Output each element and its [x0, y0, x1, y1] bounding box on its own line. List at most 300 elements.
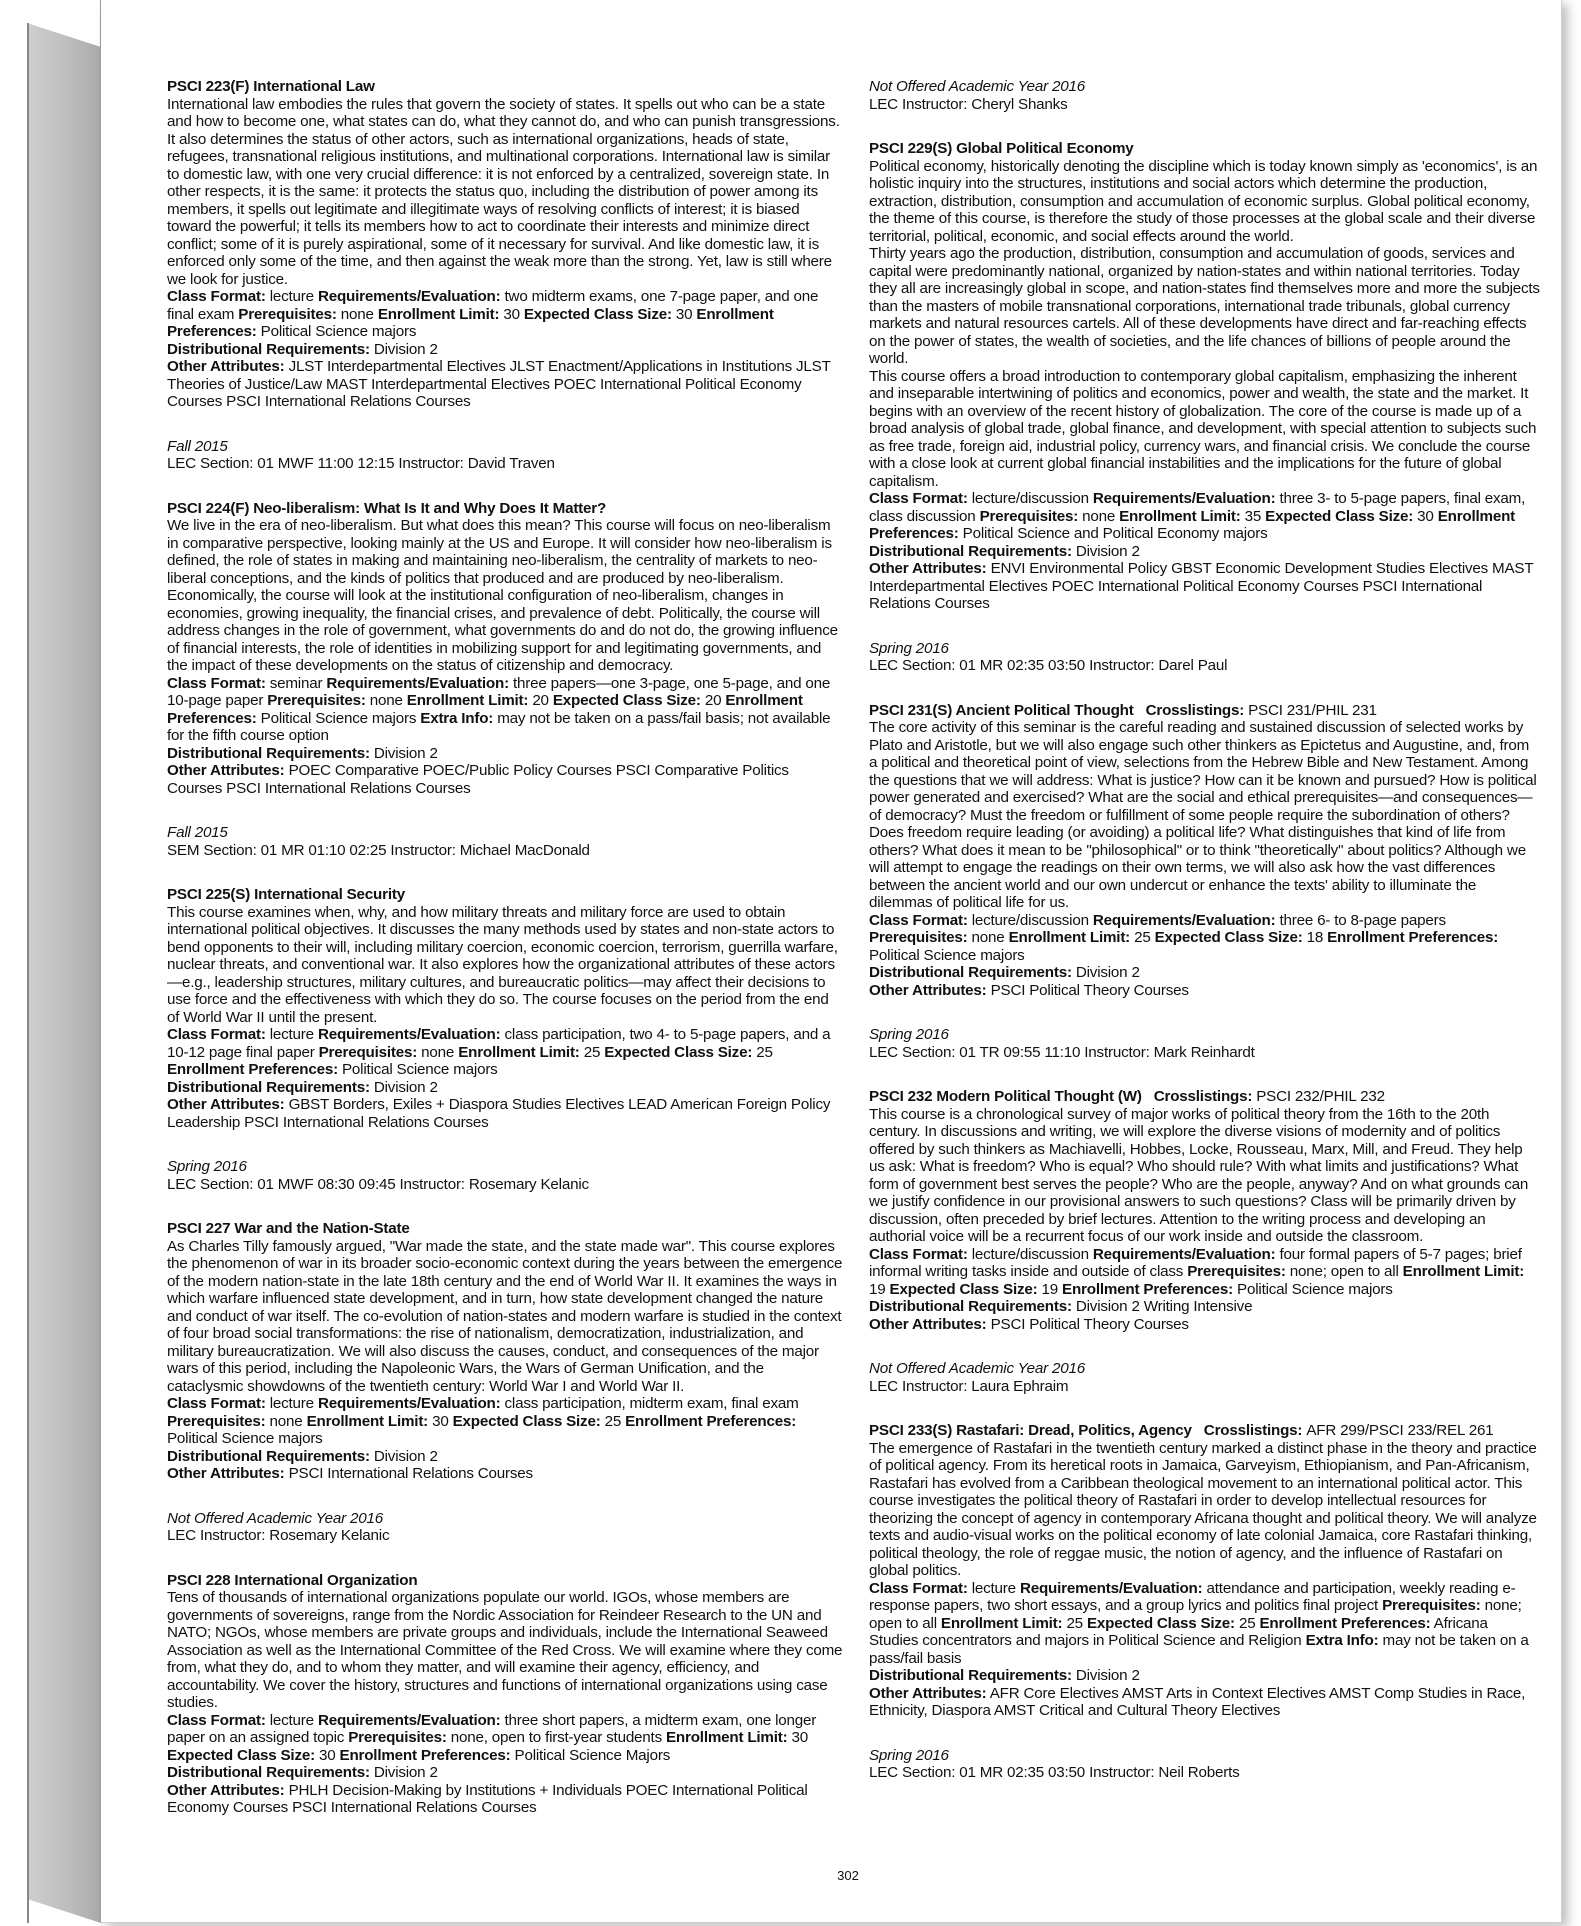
course-entry — [167, 500, 843, 798]
course-description: The core activity of this seminar is the careful reading and sustained discussion of selected works by Plato and Aristotle, but we will also engage such other thinkers as Epictetus and Augustine, and, from a political and theoretical point of view, selections from the Hebrew Bible and New Testament. Among the questions that we will address: What is justice? How can it be known and pursued? How is political power generated and exercised? What are the social and ethical prerequisites—and consequences—of democracy? Must the freedom or fulfillment of some people require the subordination of others? Does freedom require leading (or avoiding) a political life? What distinguishes that kind of life from others? What does it mean to be "philosophical" or to think "theoretically" about politics? Although we will attempt to engage the readings on their own terms, we will also ask how the vast differences between the ancient world and our own undercut or enhance the texts' ability to illuminate the dilemmas of political life for us. — [869, 719, 1537, 911]
course-details — [869, 1246, 1541, 1299]
other-attributes-label: Other Attributes: — [167, 1465, 285, 1482]
attributes-line — [869, 982, 1541, 1000]
prerequisites-value: none — [971, 929, 1005, 946]
section-info: SEM Section: 01 MR 01:10 02:25 Instructor: Michael MacDonald — [167, 841, 590, 859]
course-entry — [869, 1088, 1541, 1333]
course-title-text: PSCI 225(S) International Security — [167, 886, 405, 903]
requirements-value: three 6- to 8-page papers — [1279, 911, 1446, 929]
course-title-text: PSCI 229(S) Global Political Economy — [869, 140, 1134, 157]
attributes-line — [167, 1096, 843, 1131]
other-attributes — [869, 560, 1533, 612]
enrollment-preferences-label: Enrollment Preferences: — [1259, 1614, 1431, 1632]
distributional-requirements-label: Distributional Requirements: — [869, 1667, 1072, 1684]
enrollment-limit — [666, 1729, 808, 1746]
prerequisites — [238, 306, 378, 323]
section-info: LEC Section: 01 MR 02:35 03:50 Instructor: Neil Roberts — [869, 1764, 1240, 1781]
other-attributes-value: PSCI Political Theory Courses — [990, 981, 1189, 999]
prerequisites-value: none — [421, 1043, 455, 1061]
expected-class-size — [1155, 929, 1328, 946]
enrollment-limit-label: Enrollment Limit: — [458, 1043, 580, 1061]
prerequisites-value: none — [340, 305, 374, 323]
writing-intensive: Writing Intensive — [1143, 1298, 1253, 1315]
course-description: The emergence of Rastafari in the twentieth century marked a distinct phase in the theory and practice of political agency. From its heretical roots in Jamaica, Garveyism, Ethiopianism, and Pan-Africanism, Rastafari has evolved from a Caribbean theological movement to an international political actor. This course investigates the political theory of Rastafari in order to develop intellectual resources for theorizing the concept of agency in contemporary Africana thought and political theory. We will analyze texts and audio-visual works on the political economy of late colonial Jamaica, core Rastafari thinking, political theology, the role of reggae music, the notion of agency, and the influence of Rastafari on global politics. — [869, 1439, 1537, 1579]
distributional-requirements — [869, 964, 1140, 981]
expected-class-size — [524, 306, 697, 323]
class-format-label: Class Format: — [869, 1245, 968, 1263]
page-stack-outline — [27, 23, 29, 1923]
enrollment-limit-value: 30 — [503, 305, 520, 323]
prerequisites-label: Prerequisites: — [267, 692, 366, 709]
enrollment-preferences-value: Political Science majors — [167, 1430, 323, 1447]
distributional-requirements-value: Division 2 — [1075, 964, 1140, 981]
course-description: Tens of thousands of international organizations populate our world. IGOs, whose members are governments of sovereigns, range from the Nordic Association for Reindeer Research to the UN and NATO; NGOs, whose members are private groups and individuals, include the International Seaweed Association as well as the International Committee of the Red Cross. We will examine where they come from, what they do, and to whom they matter, and will examine their agency, efficiency, and accountability. We cover the history, structures and functions of international organizations using case studies. — [167, 1589, 843, 1711]
distributional-requirements-label: Distributional Requirements: — [869, 542, 1072, 560]
class-format — [167, 1712, 318, 1729]
distributional-requirements-value: Division 2 — [373, 1078, 438, 1096]
distributional-requirements-label: Distributional Requirements: — [167, 1764, 370, 1781]
class-format-label: Class Format: — [869, 911, 968, 929]
extra-info-label: Extra Info: — [420, 709, 494, 727]
section-schedule — [167, 1510, 843, 1545]
expected-class-size-value: 30 — [1417, 507, 1434, 525]
enrollment-preferences-value: Political Science Majors — [514, 1746, 671, 1764]
expected-class-size — [167, 1747, 340, 1764]
expected-class-size-label: Expected Class Size: — [1086, 1614, 1235, 1632]
enrollment-limit-label: Enrollment Limit: — [1402, 1263, 1525, 1280]
class-format — [167, 1395, 318, 1412]
expected-class-size-value: 25 — [1238, 1614, 1256, 1632]
distributional-line — [869, 1298, 1541, 1316]
enrollment-preferences-value: Political Science majors — [869, 946, 1025, 964]
term-label: Spring 2016 — [869, 639, 949, 657]
course-entry — [167, 78, 843, 411]
distributional-requirements — [869, 1667, 1140, 1684]
enrollment-limit-value: 30 — [432, 1412, 449, 1430]
term-label: Spring 2016 — [167, 1158, 247, 1175]
section-info: LEC Instructor: Rosemary Kelanic — [167, 1527, 390, 1544]
course-title — [167, 886, 843, 904]
course-description: We live in the era of neo-liberalism. But what does this mean? This course will focus on neo-liberalism in comparative perspective, looking mainly at the US and Europe. It will consider how neo-liberalism is defined, the role of states in making and maintaining neo-liberalism, the centrality of markets to neo-liberal conceptions, and the kinds of politics that produced and are produced by neo-liberalism. Economically, the course will look at the institutional configuration of neo-liberalism, changes in economies, growing inequality, the financial crises, and prevalence of debt. Politically, the course will address changes in the role of government, what governments do and do not do, the growing influence of financial interests, the role of identities in mobilizing support for and legitimating governments, and the impact of these developments on the status of citizenship and democracy. — [167, 517, 838, 674]
enrollment-limit-value: 30 — [791, 1729, 809, 1746]
enrollment-limit — [378, 306, 524, 323]
distributional-requirements-value: Division 2 — [1075, 542, 1140, 560]
expected-class-size-value: 30 — [318, 1746, 336, 1764]
other-attributes-label: Other Attributes: — [167, 1781, 285, 1799]
enrollment-limit-value: 25 — [583, 1043, 601, 1061]
distributional-line — [167, 341, 843, 359]
course-description: As Charles Tilly famously argued, "War made the state, and the state made war". This course explores the phenomenon of war in its broader socio-economic context during the years between the emergence of the modern nation-state in the late 18th century and the end of World War II. It examines the ways in which warfare influenced state development, and in turn, how state development changed the nature and conduct of war itself. The co-evolution of nation-states and modern warfare is studied in the context of four broad social transformations: the rise of nationalism, democratization, industrialization, and military bureaucratization. We will also discuss the causes, conduct, and consequences of the major wars of this period, including the Napoleonic Wars, the Wars of German Unification, and the cataclysmic showdowns of the twentieth century: World War I and World War II. — [167, 1237, 843, 1395]
distributional-requirements — [869, 543, 1140, 560]
expected-class-size — [553, 692, 726, 709]
other-attributes-label: Other Attributes: — [869, 1315, 987, 1333]
course-description: This course examines when, why, and how military threats and military force are used to obtain international political objectives. It discusses the many methods used by states and non-state actors to bend opponents to their will, including military coercion, economic coercion, terrorism, guerrilla warfare, nuclear threats, and conventional war. It also explores how the organizational attributes of these actors—e.g., leadership structures, military cultures, and bureaucratic politics—may affect their decisions to use force and the effectiveness with which they do so. The course focuses on the period from the end of World War II until the present. — [167, 903, 838, 1026]
course-title-text: PSCI 233(S) Rastafari: Dread, Politics, Agency — [869, 1422, 1192, 1439]
course-title — [167, 1220, 843, 1238]
class-format-label: Class Format: — [167, 1395, 266, 1412]
class-format-value: lecture — [269, 1026, 314, 1043]
course-title — [869, 702, 1541, 720]
class-format-label: Class Format: — [167, 674, 266, 692]
prerequisites — [267, 692, 407, 709]
enrollment-preferences-label: Enrollment Preferences: — [167, 1061, 338, 1078]
enrollment-limit-value: 25 — [1066, 1614, 1083, 1632]
course-details — [167, 1395, 843, 1448]
distributional-requirements-value: Division 2 — [373, 340, 438, 358]
distributional-requirements — [167, 341, 438, 358]
expected-class-size-value: 25 — [604, 1412, 622, 1430]
distributional-requirements-label: Distributional Requirements: — [167, 340, 370, 358]
prerequisites — [1187, 1263, 1402, 1280]
extra-info-label: Extra Info: — [1305, 1632, 1379, 1649]
prerequisites — [319, 1044, 459, 1061]
distributional-requirements-label: Distributional Requirements: — [869, 964, 1072, 981]
expected-class-size — [604, 1044, 772, 1061]
enrollment-limit-label: Enrollment Limit: — [306, 1412, 429, 1430]
distributional-requirements — [869, 1298, 1144, 1315]
term-label: Not Offered Academic Year 2016 — [869, 1360, 1086, 1377]
right-column — [869, 78, 1541, 1809]
other-attributes-label: Other Attributes: — [167, 358, 285, 375]
prerequisites-label: Prerequisites: — [979, 507, 1079, 525]
distributional-requirements-value: Division 2 — [373, 744, 438, 762]
enrollment-limit-label: Enrollment Limit: — [1008, 929, 1131, 946]
requirements-value: three short papers, a midterm exam, one longer paper on an assigned topic — [167, 1711, 817, 1746]
enrollment-limit — [1119, 508, 1265, 525]
other-attributes — [167, 762, 789, 797]
attributes-line — [167, 1465, 843, 1483]
other-attributes — [869, 1685, 1525, 1720]
section-schedule — [869, 640, 1541, 675]
prerequisites — [980, 508, 1120, 525]
enrollment-limit-label: Enrollment Limit: — [406, 692, 529, 709]
requirements-label: Requirements/Evaluation: — [1092, 911, 1276, 929]
enrollment-limit — [458, 1044, 604, 1061]
enrollment-preferences-label: Enrollment Preferences: — [339, 1746, 511, 1764]
other-attributes-value: AFR Core Electives AMST Arts in Context Electives AMST Comp Studies in Race, Ethnicity, Diaspora AMST Critical and Cultural Theory Electives — [869, 1684, 1526, 1719]
section-schedule — [869, 1747, 1541, 1782]
distributional-requirements-value: Division 2 — [373, 1447, 438, 1465]
extra-info-value: may not be taken on a pass/fail basis — [869, 1632, 1529, 1667]
course-details — [869, 1580, 1541, 1668]
section-schedule — [167, 438, 843, 473]
other-attributes-value: PSCI Political Theory Courses — [990, 1315, 1189, 1333]
enrollment-limit-label: Enrollment Limit: — [940, 1614, 1063, 1632]
class-format — [869, 1580, 1020, 1597]
prerequisites — [167, 1413, 307, 1430]
term-label: Spring 2016 — [869, 1026, 949, 1043]
expected-class-size-value: 20 — [704, 692, 722, 709]
prerequisites-value: none, open to first-year students — [450, 1729, 662, 1746]
class-format-value: lecture/discussion — [971, 911, 1089, 929]
distributional-requirements — [167, 1448, 438, 1465]
course-title — [869, 140, 1541, 158]
crosslistings-value: PSCI 232/PHIL 232 — [1256, 1088, 1385, 1105]
distributional-line — [167, 1764, 843, 1782]
enrollment-limit — [407, 692, 553, 709]
enrollment-limit-label: Enrollment Limit: — [377, 305, 500, 323]
enrollment-preferences-label: Enrollment Preferences: — [167, 305, 774, 340]
requirements-value: attendance and participation, weekly reading e-response papers, two short essays, and a group lyrics and politics final project — [869, 1579, 1516, 1614]
enrollment-limit-value: 25 — [1134, 929, 1151, 946]
other-attributes — [869, 1316, 1189, 1333]
requirements-value: three 3- to 5-page papers, final exam, class discussion — [869, 490, 1526, 525]
distributional-requirements — [167, 1079, 438, 1096]
requirements-label: Requirements/Evaluation: — [1092, 490, 1276, 507]
class-format — [869, 912, 1093, 929]
requirements-label: Requirements/Evaluation: — [1019, 1579, 1203, 1597]
term-label: Spring 2016 — [869, 1746, 949, 1764]
section-schedule — [869, 1360, 1541, 1395]
course-entry — [869, 140, 1541, 613]
requirements-label: Requirements/Evaluation: — [317, 1711, 501, 1729]
enrollment-preferences-value: Political Science majors — [342, 1061, 498, 1078]
enrollment-limit — [941, 1615, 1087, 1632]
requirements-label: Requirements/Evaluation: — [317, 1395, 501, 1412]
term-label: Not Offered Academic Year 2016 — [167, 1509, 384, 1527]
crosslistings-label: Crosslistings: — [1145, 701, 1245, 719]
requirements-value: three papers—one 3-page, one 5-page, and one 10-page paper — [167, 674, 831, 709]
class-format-value: lecture — [269, 1711, 314, 1729]
course-title-text: PSCI 232 Modern Political Thought (W) — [869, 1088, 1142, 1105]
requirements-value: class participation, two 4- to 5-page papers, and a 10-12 page final paper — [167, 1026, 831, 1061]
course-title-text: PSCI 228 International Organization — [167, 1571, 418, 1589]
left-column — [167, 78, 843, 1844]
expected-class-size-label: Expected Class Size: — [167, 1746, 315, 1764]
crosslistings-value: AFR 299/PSCI 233/REL 261 — [1306, 1422, 1494, 1439]
attributes-line — [167, 762, 843, 797]
enrollment-limit-value: 20 — [532, 692, 549, 709]
section-info: LEC Section: 01 MR 02:35 03:50 Instructor: Darel Paul — [869, 657, 1228, 674]
expected-class-size-label: Expected Class Size: — [452, 1412, 601, 1430]
expected-class-size — [1265, 508, 1438, 525]
other-attributes-label: Other Attributes: — [869, 560, 987, 577]
page-stack-edge — [27, 23, 101, 1923]
prerequisites-label: Prerequisites: — [869, 929, 968, 946]
course-description: International law embodies the rules that govern the society of states. It spells out who can be a state and how to become one, what states can do, what they cannot do, and who can punish transgressions. It also determines the status of other actors, such as international organizations, heads of state, refugees, transnational religious institutions, and multinational corporations. International law is similar to domestic law, with one very crucial difference: it is not enforced by a centralized, sovereign state. In other respects, it is the same: it protects the status quo, including the distribution of power among its members, it spells out legitimate and illegitimate ways of resolving conflicts of interest; it is biased toward the powerful; it tells its members how to act to coordinate their interests and minimize direct conflict; some of it is purely aspirational, some of it necessary for survival. And like domestic law, it is enforced only some of the time, and then against the weak more than the strong. Yet, law is still where we look for justice. — [167, 95, 840, 288]
other-attributes — [167, 358, 830, 410]
other-attributes-label: Other Attributes: — [167, 1096, 285, 1113]
course-description: This course is a chronological survey of major works of political theory from the 16th to the 20th century. In discussions and writing, we will explore the diverse visions of modernity and of politics offered by such thinkers as Machiavelli, Hobbes, Locke, Rousseau, Marx, Mill, and Freud. They help us ask: What is freedom? Who is equal? Who should rule? With what limits and justifications? What form of government best serves the people? Who are the people, anyway? And on what grounds can we justify confidence in our provisional answers to such questions? Class will be primarily driven by discussion, often preceded by brief lectures. Attention to the writing process and developing an authorial voice will be a recurrent focus of our work inside and outside the classroom. — [869, 1105, 1529, 1245]
distributional-requirements-label: Distributional Requirements: — [167, 1447, 370, 1465]
other-attributes — [167, 1465, 533, 1482]
distributional-requirements-value: Division 2 — [1075, 1298, 1140, 1315]
enrollment-preferences — [1062, 1281, 1393, 1298]
enrollment-preferences-value: Political Science and Political Economy majors — [962, 525, 1268, 542]
other-attributes-label: Other Attributes: — [167, 762, 285, 779]
course-title-text: PSCI 231(S) Ancient Political Thought — [869, 701, 1134, 719]
enrollment-preferences-value: Political Science majors — [1237, 1280, 1393, 1298]
attributes-line — [869, 1685, 1541, 1720]
distributional-line — [167, 1448, 843, 1466]
distributional-line — [869, 1667, 1541, 1685]
other-attributes-value: GBST Borders, Exiles + Diaspora Studies Electives LEAD American Foreign Policy Leadership PSCI International Relations Courses — [167, 1096, 831, 1131]
class-format-label: Class Format: — [167, 1026, 266, 1043]
requirements-value: class participation, midterm exam, final exam — [504, 1395, 799, 1412]
enrollment-preferences-value: Political Science majors — [260, 323, 417, 340]
other-attributes-value: POEC Comparative POEC/Public Policy Courses PSCI Comparative Politics Courses PSCI International Relations Courses — [167, 762, 789, 797]
prerequisites-value: none; open to all — [1289, 1263, 1399, 1280]
course-title-text: PSCI 224(F) Neo-liberalism: What Is It and Why Does It Matter? — [167, 499, 607, 517]
attributes-line — [167, 1782, 843, 1817]
class-format — [167, 288, 318, 305]
enrollment-preferences-label: Enrollment Preferences: — [869, 507, 1516, 542]
course-details — [167, 288, 843, 341]
enrollment-limit-label: Enrollment Limit: — [1119, 507, 1241, 525]
section-info: LEC Section: 01 MWF 08:30 09:45 Instructor: Rosemary Kelanic — [167, 1175, 589, 1193]
distributional-line — [869, 964, 1541, 982]
other-attributes — [869, 982, 1189, 999]
crosslistings-label: Crosslistings: — [1203, 1422, 1303, 1439]
expected-class-size-label: Expected Class Size: — [552, 692, 701, 709]
other-attributes-value: PSCI International Relations Courses — [288, 1465, 533, 1482]
class-format-value: lecture — [269, 288, 314, 305]
expected-class-size — [453, 1413, 626, 1430]
enrollment-limit-label: Enrollment Limit: — [666, 1729, 788, 1746]
prerequisites-label: Prerequisites: — [348, 1729, 447, 1746]
expected-class-size-label: Expected Class Size: — [889, 1280, 1038, 1298]
enrollment-preferences-value: Africana Studies concentrators and majors in Political Science and Religion — [869, 1614, 1488, 1649]
prerequisites-label: Prerequisites: — [318, 1043, 418, 1061]
prerequisites-value: none — [369, 692, 403, 709]
attributes-line — [167, 358, 843, 411]
expected-class-size — [890, 1281, 1063, 1298]
course-entry — [167, 1220, 843, 1483]
course-entry — [869, 702, 1541, 1000]
expected-class-size-value: 30 — [675, 305, 693, 323]
section-schedule — [167, 1158, 843, 1193]
section-info: LEC Section: 01 TR 09:55 11:10 Instructor: Mark Reinhardt — [869, 1043, 1255, 1061]
extra-info-value: may not be taken on a pass/fail basis; not available for the fifth course option — [167, 709, 831, 744]
section-info: LEC Instructor: Cheryl Shanks — [869, 95, 1068, 113]
section-info: LEC Section: 01 MWF 11:00 12:15 Instructor: David Traven — [167, 455, 555, 472]
enrollment-preferences-label: Enrollment Preferences: — [1062, 1280, 1234, 1298]
prerequisites-label: Prerequisites: — [167, 1412, 266, 1430]
class-format-value: seminar — [269, 674, 323, 692]
enrollment-limit-value: 19 — [869, 1280, 886, 1298]
distributional-requirements-label: Distributional Requirements: — [167, 1078, 370, 1096]
distributional-requirements — [167, 1764, 438, 1781]
enrollment-limit — [307, 1413, 453, 1430]
class-format — [869, 1246, 1093, 1263]
other-attributes — [167, 1782, 808, 1817]
distributional-requirements-label: Distributional Requirements: — [167, 744, 370, 762]
term-label: Fall 2015 — [167, 824, 228, 841]
enrollment-preferences — [340, 1747, 671, 1764]
course-details — [869, 490, 1541, 543]
course-details — [167, 675, 843, 745]
prerequisites — [348, 1729, 666, 1746]
enrollment-limit — [1009, 929, 1155, 946]
class-format — [869, 490, 1093, 507]
class-format — [167, 1026, 318, 1043]
course-details — [167, 1026, 843, 1079]
course-title — [869, 1088, 1541, 1106]
other-attributes — [167, 1096, 830, 1131]
prerequisites-label: Prerequisites: — [238, 305, 337, 323]
prerequisites-label: Prerequisites: — [1187, 1263, 1286, 1280]
class-format-label: Class Format: — [167, 1711, 266, 1729]
crosslistings-value: PSCI 231/PHIL 231 — [1248, 701, 1377, 719]
section-info: LEC Instructor: Laura Ephraim — [869, 1377, 1069, 1395]
section-schedule — [869, 1026, 1541, 1061]
course-title-text: PSCI 227 War and the Nation-State — [167, 1220, 410, 1237]
prerequisites-value: none; open to all — [869, 1597, 1522, 1632]
course-title-text: PSCI 223(F) International Law — [167, 78, 375, 95]
distributional-line — [167, 1079, 843, 1097]
enrollment-preferences-label: Enrollment Preferences: — [167, 692, 803, 727]
distributional-requirements-value: Division 2 — [373, 1764, 438, 1781]
expected-class-size-label: Expected Class Size: — [1265, 507, 1414, 525]
requirements-label: Requirements/Evaluation: — [1092, 1245, 1276, 1263]
term-label: Not Offered Academic Year 2016 — [869, 78, 1086, 95]
other-attributes-label: Other Attributes: — [869, 981, 987, 999]
expected-class-size-value: 25 — [756, 1043, 773, 1061]
course-details — [167, 1712, 843, 1765]
distributional-requirements-value: Division 2 — [1075, 1667, 1140, 1684]
other-attributes-value: ENVI Environmental Policy GBST Economic Development Studies Electives MAST Interdepartmental Electives POEC International Political Economy Courses PSCI International Relations Courses — [869, 560, 1534, 612]
expected-class-size-label: Expected Class Size: — [1154, 929, 1303, 946]
expected-class-size-label: Expected Class Size: — [604, 1043, 753, 1061]
attributes-line — [869, 1316, 1541, 1334]
requirements-label: Requirements/Evaluation: — [317, 288, 501, 305]
requirements — [1093, 912, 1446, 929]
page-number: 302 — [837, 1868, 859, 1883]
course-entry — [167, 1572, 843, 1817]
course-entry — [869, 1422, 1541, 1720]
requirements-value: four formal papers of 5-7 pages; brief informal writing tasks inside and outside of class — [869, 1245, 1522, 1280]
course-title — [167, 1572, 843, 1590]
class-format-label: Class Format: — [869, 490, 968, 507]
course-description: Political economy, historically denoting the discipline which is today known simply as 'economics', is an holistic inquiry into the structures, institutions and social actors which determine the production, extraction, distribution, consumption and accumulation of economic surplus. Global political economy, the theme of this course, is therefore the study of those processes at the global scale and their diverse territorial, political, economic, and social effects around the world. Thirty years ago the production, distribution, consumption and accumulation of goods, services and capital were predominantly national, organized by nation-states and within national territories. Today they all are increasingly global in scope, and nation-states find themselves more and more the subjects than the masters of mobile transnational corporations, international trade tribunals, global currency markets and natural resources cartels. All of these developments have direct and far-reaching effects on the power of states, the wealth of societies, and the life chances of billions of people around the world. This course offers a broad introduction to contemporary global capitalism, emphasizing the inherent and inseparable intertwining of politics and economics, power and wealth, the state and the market. It begins with an overview of the recent history of globalization. The core of the course is made up of a broad analysis of global trade, global finance, and development, with special attention to subjects such as free trade, foreign aid, industrial policy, currency wars, and financial crisis. We conclude the course with a close look at current global financial instabilities and the implications for the future of global capitalism. — [869, 157, 1540, 490]
course-title — [167, 500, 843, 518]
course-entry — [167, 886, 843, 1131]
prerequisites-value: none — [1082, 507, 1116, 525]
enrollment-preferences-label: Enrollment Preferences: — [625, 1412, 797, 1430]
crosslistings-label: Crosslistings: — [1153, 1088, 1253, 1105]
prerequisites-value: none — [269, 1412, 303, 1430]
class-format-value: lecture/discussion — [971, 1245, 1089, 1263]
prerequisites — [869, 929, 1009, 946]
expected-class-size-value: 18 — [1306, 929, 1324, 946]
enrollment-preferences-value: Political Science majors — [260, 709, 417, 727]
course-title — [167, 78, 843, 96]
section-schedule — [167, 824, 843, 859]
course-details — [869, 912, 1541, 965]
expected-class-size-value: 19 — [1041, 1280, 1059, 1298]
expected-class-size — [1087, 1615, 1260, 1632]
other-attributes-label: Other Attributes: — [869, 1684, 987, 1702]
distributional-line — [869, 543, 1541, 561]
class-format-label: Class Format: — [167, 288, 266, 305]
section-schedule — [869, 78, 1541, 113]
requirements-label: Requirements/Evaluation: — [326, 674, 509, 692]
enrollment-preferences — [167, 1061, 498, 1078]
term-label: Fall 2015 — [167, 437, 228, 455]
class-format — [167, 675, 326, 692]
other-attributes-value: PHLH Decision-Making by Institutions + Individuals POEC International Political Economy Courses PSCI International Relations Courses — [167, 1781, 808, 1816]
requirements-value: two midterm exams, one 7-page paper, and one final exam — [167, 288, 819, 323]
course-title — [869, 1422, 1541, 1440]
prerequisites-label: Prerequisites: — [1382, 1597, 1481, 1614]
class-format-value: lecture — [269, 1395, 314, 1412]
distributional-requirements-label: Distributional Requirements: — [869, 1298, 1072, 1315]
attributes-line — [869, 560, 1541, 613]
enrollment-limit-value: 35 — [1244, 507, 1262, 525]
expected-class-size-label: Expected Class Size: — [523, 305, 672, 323]
class-format-label: Class Format: — [869, 1579, 968, 1597]
class-format-value: lecture/discussion — [971, 490, 1089, 507]
